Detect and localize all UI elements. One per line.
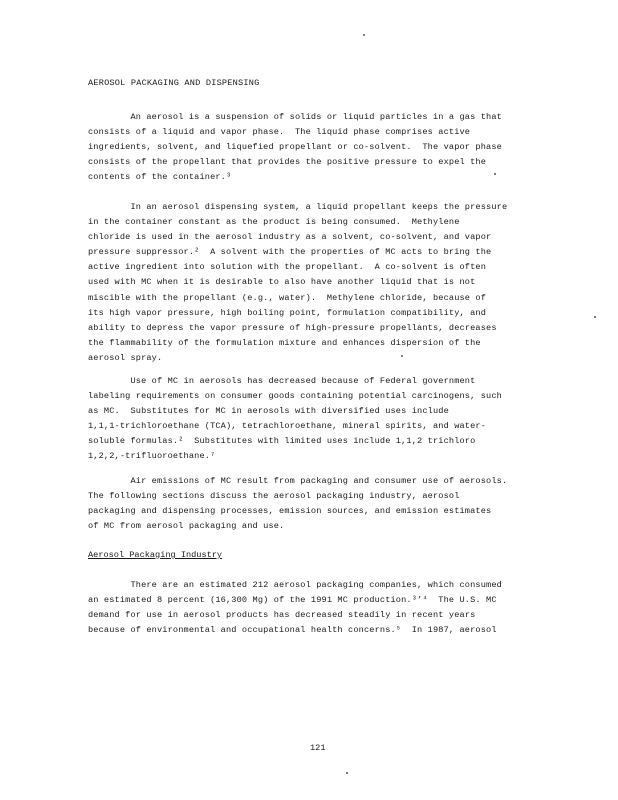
text-line: consists of the propellant that provides the positive pressure to expel the [88, 157, 487, 168]
text-line: An aerosol is a suspension of solids or liquid particles in a gas that [88, 112, 502, 122]
scan-speck [494, 173, 496, 175]
section-title: AEROSOL PACKAGING AND DISPENSING [88, 78, 260, 88]
text-line: because of environmental and occupational health concerns.⁵ In 1987, aerosol [88, 625, 497, 636]
paragraph-dispensing-system [88, 200, 563, 366]
text-line: ability to depress the vapor pressure of high-pressure propellants, decreases [88, 322, 497, 333]
scan-speck [363, 34, 365, 36]
text-line: its high vapor pressure, high boiling point, formulation compatibility, and [88, 307, 487, 318]
subsection-title: Aerosol Packaging Industry [88, 550, 223, 560]
text-line: packaging and dispensing processes, emission sources, and emission estimates [88, 506, 492, 517]
text-line: the flammability of the formulation mixture and enhances dispersion of the [88, 337, 481, 348]
paragraph-aerosol-definition [88, 110, 563, 185]
scan-speck [594, 316, 596, 318]
scan-speck [346, 772, 348, 774]
paragraph-packaging-industry [88, 578, 563, 638]
text-line: ingredients, solvent, and liquefied propellant or co-solvent. The vapor phase [88, 142, 502, 153]
text-line: There are an estimated 212 aerosol packaging companies, which consumed [88, 580, 502, 590]
text-line: in the container constant as the product is being consumed. Methylene [88, 217, 460, 228]
text-line: of MC from aerosol packaging and use. [88, 521, 285, 532]
text-line: soluble formulas.² Substitutes with limited uses include 1,1,2 trichloro [88, 436, 476, 447]
text-line: labeling requirements on consumer goods containing potential carcinogens, such [88, 391, 502, 402]
scan-speck [401, 355, 403, 357]
text-line: pressure suppressor.² A solvent with the properties of MC acts to bring the [88, 247, 492, 258]
text-line: aerosol spray. [88, 352, 163, 363]
text-line: chloride is used in the aerosol industry as a solvent, co-solvent, and vapor [88, 232, 492, 243]
text-line: Air emissions of MC result from packaging and consumer use of aerosols. [88, 476, 508, 486]
text-line: consists of a liquid and vapor phase. The liquid phase comprises active [88, 127, 471, 138]
text-line: active ingredient into solution with the propellant. A co-solvent is often [88, 262, 487, 273]
text-line: 1,2,2,-trifluoroethane.⁷ [88, 451, 216, 462]
text-line: demand for use in aerosol products has decreased steadily in recent years [88, 610, 476, 621]
text-line: In an aerosol dispensing system, a liquid propellant keeps the pressure [88, 202, 508, 212]
paragraph-mc-substitutes [88, 374, 563, 465]
text-line: an estimated 8 percent (16,300 Mg) of the 1991 MC production.³’⁴ The U.S. MC [88, 595, 497, 606]
text-line: 1,1,1-trichloroethane (TCA), tetrachloroethane, mineral spirits, and water- [88, 421, 487, 432]
text-line: contents of the container.³ [88, 172, 232, 183]
page-number: 121 [310, 743, 326, 753]
text-line: miscible with the propellant (e.g., water). Methylene chloride, because of [88, 292, 487, 303]
text-line: The following sections discuss the aerosol packaging industry, aerosol [88, 491, 460, 502]
text-line: as MC. Substitutes for MC in aerosols with diversified uses include [88, 406, 449, 417]
paragraph-air-emissions [88, 474, 563, 534]
text-line: Use of MC in aerosols has decreased because of Federal government [88, 376, 476, 386]
text-line: used with MC when it is desirable to also have another liquid that is not [88, 277, 476, 288]
